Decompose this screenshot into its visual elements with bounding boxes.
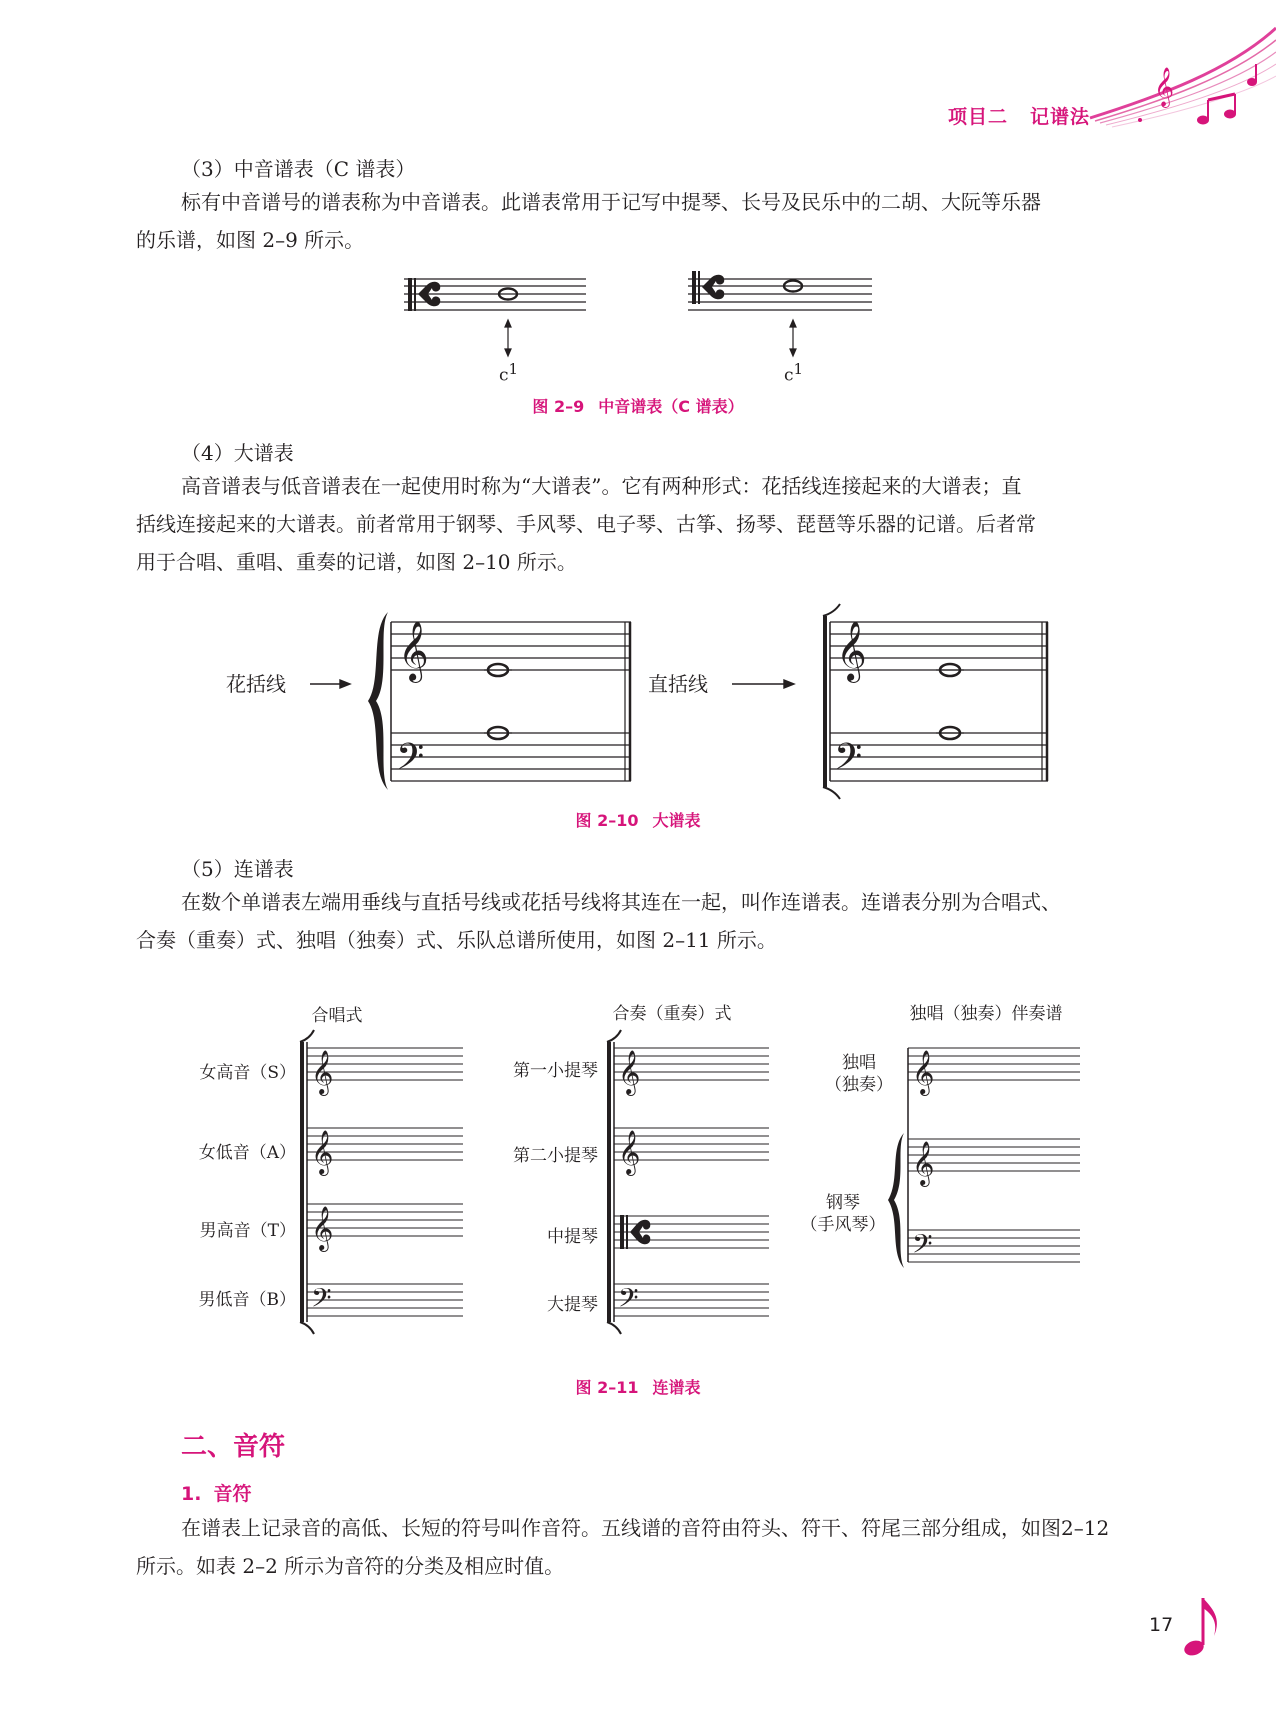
ensemble-part-cello: 大提琴: [547, 1295, 598, 1315]
system-line-2: 合奏（重奏）式、独唱（独奏）式、乐队总谱所使用，如图 2–11 所示。: [136, 928, 777, 952]
brace-icon: [888, 1133, 904, 1268]
grand-heading: （4）大谱表: [181, 441, 294, 465]
c-clef-line-2: 的乐谱，如图 2–9 所示。: [136, 228, 365, 252]
grand-line-2: 括线连接起来的大谱表。前者常用于钢琴、手风琴、电子琴、古筝、扬琴、琵琶等乐器的记谱。后者常: [136, 512, 1036, 536]
treble-clef-icon: 𝄞: [618, 1130, 641, 1174]
treble-clef-icon: 𝄞: [311, 1050, 334, 1094]
music-note-decoration-icon: [1182, 1598, 1217, 1658]
bracket-label: 直括线: [648, 672, 708, 696]
system-line-1: 在数个单谱表左端用垂线与直括号线或花括号线将其连在一起，叫作连谱表。连谱表分别为合唱式、: [181, 890, 1061, 914]
fig-2-9-caption: 图 2–9 中音谱表（C 谱表）: [532, 397, 744, 416]
fig-2-11-caption: 图 2–11 连谱表: [575, 1378, 701, 1397]
bass-clef-icon: 𝄢: [396, 736, 425, 787]
brace-label: 花括线: [226, 672, 286, 696]
choral-part-soprano: 女高音（S）: [199, 1063, 296, 1083]
ensemble-part-violin-1: 第一小提琴: [513, 1061, 598, 1081]
arrow-icon: [790, 320, 796, 356]
treble-clef-icon: 𝄞: [618, 1050, 641, 1094]
running-header: [948, 102, 1090, 129]
treble-clef-icon: 𝄞: [836, 621, 867, 681]
arrow-icon: [732, 680, 794, 688]
alto-clef-icon: [692, 271, 724, 304]
choral-part-tenor: 男高音（T）: [199, 1221, 296, 1241]
arrow-icon: [505, 320, 511, 356]
grand-line-1: 高音谱表与低音谱表在一起使用时称为“大谱表”。它有两种形式：花括线连接起来的大谱表；直: [181, 474, 1022, 498]
notes-line-2: 所示。如表 2–2 所示为音符的分类及相应时值。: [136, 1554, 565, 1578]
notes-line-1: 在谱表上记录音的高低、长短的符号叫作音符。五线谱的音符由符头、符干、符尾三部分组成，如图2–12: [181, 1516, 1110, 1540]
bass-clef-icon: 𝄢: [912, 1228, 933, 1266]
arrow-icon: [310, 680, 350, 688]
choral-part-alto: 女低音（A）: [198, 1143, 296, 1163]
piano-label-line-2: （手风琴）: [800, 1215, 886, 1235]
music-note-decoration-icon: [1090, 28, 1276, 127]
page-number: 17: [1149, 1614, 1174, 1636]
bass-clef-icon: 𝄢: [311, 1282, 332, 1320]
brace-icon: [368, 612, 388, 790]
note-label-right: $c^1$: [784, 360, 804, 386]
solo-title: 独唱（独奏）伴奏谱: [909, 1004, 1063, 1024]
choral-title: 合唱式: [311, 1006, 363, 1026]
treble-clef-icon: 𝄞: [398, 621, 429, 681]
ensemble-part-viola: 中提琴: [547, 1227, 598, 1247]
solo-label-line-2: （独奏）: [825, 1075, 893, 1095]
fig-2-10-caption: 图 2–10 大谱表: [575, 811, 701, 830]
treble-clef-icon: 𝄞: [1154, 67, 1175, 107]
notes-subheading: 1. 音符: [181, 1483, 252, 1505]
ensemble-part-violin-2: 第二小提琴: [513, 1146, 598, 1166]
treble-clef-icon: 𝄞: [311, 1130, 334, 1174]
bass-clef-icon: 𝄢: [618, 1282, 639, 1320]
c-clef-heading: （3）中音谱表（C 谱表）: [181, 157, 416, 181]
treble-clef-icon: 𝄞: [311, 1206, 334, 1250]
treble-clef-icon: 𝄞: [912, 1141, 935, 1185]
treble-clef-icon: 𝄞: [912, 1050, 935, 1094]
header-chapter: 记谱法: [1029, 106, 1090, 128]
note-label-left: $c^1$: [499, 360, 519, 386]
solo-label-line-1: 独唱: [842, 1053, 876, 1073]
c-clef-line-1: 标有中音谱号的谱表称为中音谱表。此谱表常用于记写中提琴、长号及民乐中的二胡、大阮等乐器: [181, 190, 1041, 214]
header-project: 项目二: [947, 106, 1008, 128]
ensemble-title: 合奏（重奏）式: [612, 1004, 732, 1024]
choral-part-bass: 男低音（B）: [198, 1290, 296, 1310]
system-heading: （5）连谱表: [181, 857, 294, 881]
grand-line-3: 用于合唱、重唱、重奏的记谱，如图 2–10 所示。: [136, 550, 577, 574]
bass-clef-icon: 𝄢: [834, 736, 863, 787]
piano-label-line-1: 钢琴: [826, 1193, 860, 1213]
notes-section-heading: 二、音符: [181, 1432, 286, 1462]
